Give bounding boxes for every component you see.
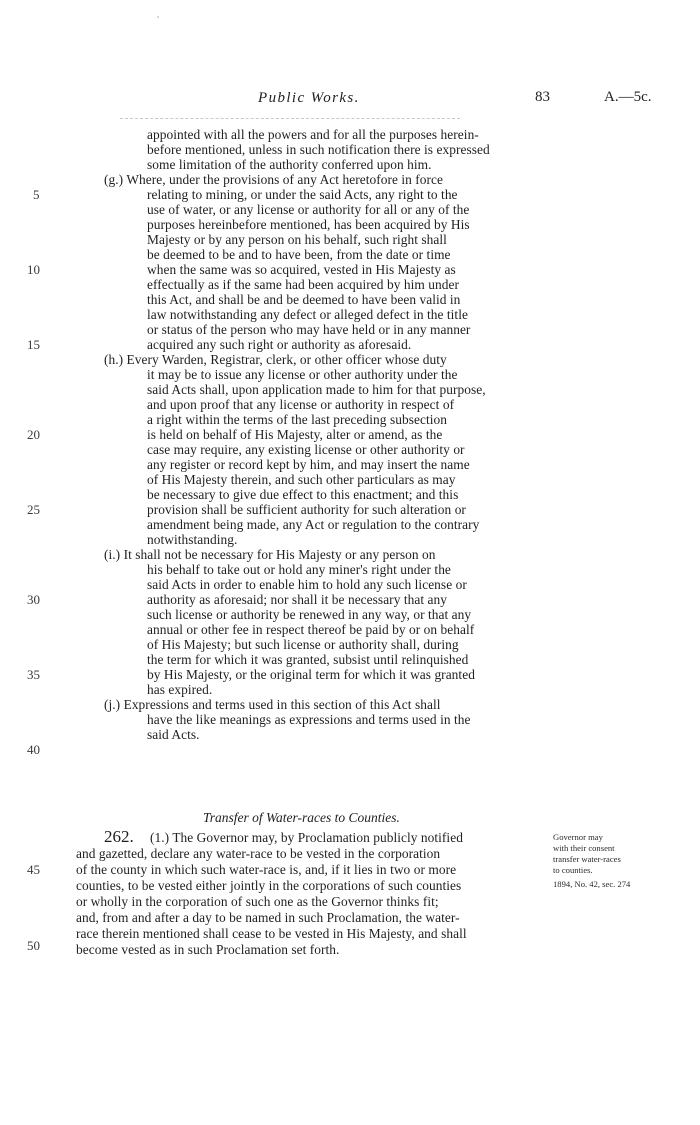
body-line: some limitation of the authority conferred upon him. (147, 157, 432, 172)
subsection-g-line: (g.) Where, under the provisions of any Act heretofore in force (104, 172, 444, 187)
body-line: this Act, and shall be and be deemed to have been valid in (147, 292, 461, 307)
body-line: appointed with all the powers and for all the purposes herein- (147, 127, 479, 142)
body-line: the term for which it was granted, subsist until relinquished (147, 652, 469, 667)
body-line: by His Majesty, or the original term for which it was granted (147, 667, 475, 682)
section-line: and, from and after a day to be named in such Proclamation, the water- (76, 910, 460, 925)
body-line: has expired. (147, 682, 213, 697)
body-line: of His Majesty; but such license or authority shall, during (147, 637, 459, 652)
section-line: (1.) The Governor may, by Proclamation publicly notified (150, 830, 463, 845)
line-number: 50 (27, 938, 40, 953)
section-line: of the county in which such water-race is, and, if it lies in two or more (76, 862, 457, 877)
body-line: amendment being made, any Act or regulation to the contrary (147, 517, 480, 532)
line-number: 35 (27, 667, 40, 682)
body-line: it may be to issue any license or other authority under the (147, 367, 458, 382)
document-reference: A.—5c. (604, 89, 652, 105)
body-line: purposes hereinbefore mentioned, has been acquired by His (147, 217, 470, 232)
body-line: any register or record kept by him, and may insert the name (147, 457, 470, 472)
body-line: be deemed to be and to have been, from the date or time (147, 247, 451, 262)
body-line: notwithstanding. (147, 532, 238, 547)
line-number: 40 (27, 742, 40, 757)
body-line: provision shall be sufficient authority for such alteration or (147, 502, 466, 517)
body-line: when the same was so acquired, vested in His Majesty as (147, 262, 456, 277)
running-head-title: Public Works. (258, 90, 360, 106)
subsection-h-line: (h.) Every Warden, Registrar, clerk, or other officer whose duty (104, 352, 447, 367)
body-line: relating to mining, or under the said Acts, any right to the (147, 187, 458, 202)
body-line: his behalf to take out or hold any miner's right under the (147, 562, 451, 577)
margin-note-line: transfer water-races (553, 854, 621, 864)
header-rule (120, 118, 460, 119)
body-line: said Acts shall, upon application made to him for that purpose, (147, 382, 486, 397)
section-line: become vested as in such Proclamation set forth. (76, 942, 340, 957)
body-line: or status of the person who may have held or in any manner (147, 322, 471, 337)
line-number: 5 (33, 187, 40, 202)
section-line: and gazetted, declare any water-race to be vested in the corporation (76, 846, 441, 861)
body-line: said Acts in order to enable him to hold any such license or (147, 577, 467, 592)
body-line: authority as aforesaid; nor shall it be necessary that any (147, 592, 447, 607)
body-line: and upon proof that any license or authority in respect of (147, 397, 455, 412)
section-line: race therein mentioned shall cease to be vested in His Majesty, and shall (76, 926, 467, 941)
subsection-j-line: (j.) Expressions and terms used in this section of this Act shall (104, 697, 441, 712)
body-line: is held on behalf of His Majesty, alter or amend, as the (147, 427, 443, 442)
margin-note-line: Governor may (553, 832, 603, 842)
body-line: said Acts. (147, 727, 200, 742)
line-number: 25 (27, 502, 40, 517)
body-line: be necessary to give due effect to this enactment; and this (147, 487, 459, 502)
body-line: of His Majesty therein, and such other particulars as may (147, 472, 456, 487)
margin-note-line: to counties. (553, 865, 593, 875)
body-line: annual or other fee in respect thereof be paid by or on behalf (147, 622, 475, 637)
section-number: 262. (104, 827, 134, 846)
page-number: 83 (535, 89, 550, 105)
body-line: use of water, or any license or authority for all or any of the (147, 202, 470, 217)
section-line: counties, to be vested either jointly in the corporations of such counties (76, 878, 462, 893)
margin-note-line: with their consent (553, 843, 615, 853)
margin-note-citation: 1894, No. 42, sec. 274 (553, 879, 631, 889)
line-number: 45 (27, 862, 40, 877)
line-number: 15 (27, 337, 40, 352)
body-line: before mentioned, unless in such notification there is expressed (147, 142, 490, 157)
line-number: 30 (27, 592, 40, 607)
line-number: 10 (27, 262, 40, 277)
body-line: Majesty or by any person on his behalf, such right shall (147, 232, 447, 247)
section-heading: Transfer of Water-races to Counties. (203, 810, 400, 825)
body-line: law notwithstanding any defect or alleged defect in the title (147, 307, 468, 322)
body-line: effectually as if the same had been acquired by him under (147, 277, 459, 292)
body-line: such license or authority be renewed in any way, or that any (147, 607, 472, 622)
body-line: have the like meanings as expressions and terms used in the (147, 712, 471, 727)
scan-speck (157, 16, 159, 18)
line-number: 20 (27, 427, 40, 442)
body-line: acquired any such right or authority as aforesaid. (147, 337, 412, 352)
subsection-i-line: (i.) It shall not be necessary for His Majesty or any person on (104, 547, 436, 562)
body-line: case may require, any existing license or other authority or (147, 442, 465, 457)
section-line: or wholly in the corporation of such one as the Governor thinks fit; (76, 894, 439, 909)
body-line: a right within the terms of the last preceding subsection (147, 412, 447, 427)
